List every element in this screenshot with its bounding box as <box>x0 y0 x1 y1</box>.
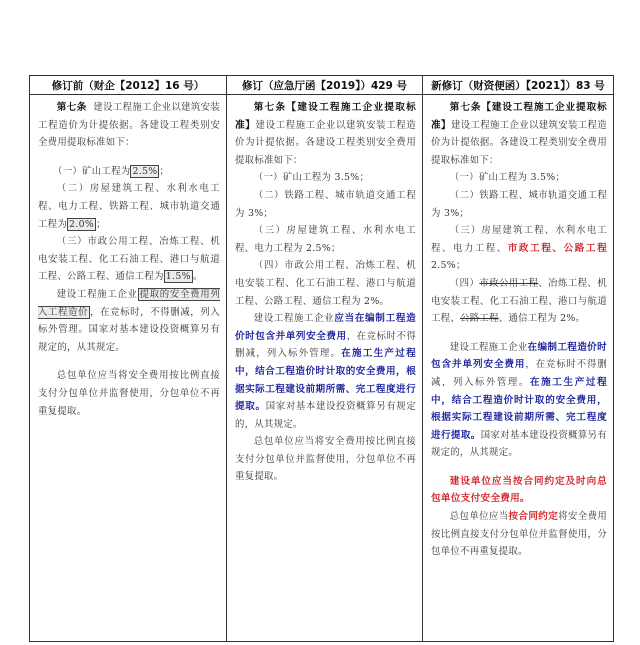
item-3-rate: 2.5%； <box>431 260 466 272</box>
item-4-middle: 、冶炼工程、机电安装工程、化工石油工程、港口与航道工程、 <box>431 277 608 325</box>
item-1-text: （一）矿山工程为 <box>53 165 131 177</box>
paragraph-2 <box>235 310 416 433</box>
paragraph-2-middle: ，在竞标时不得删减，列入标外管理。 <box>235 330 416 360</box>
header-col-before: 修订前（财企【2012】16 号） <box>30 76 226 95</box>
item-1-rate: 2.5% <box>132 165 158 177</box>
article-text: 建设工程施工企业以建筑安装工程造价为计提依据。各建设工程类别安全费用提取标准如下： <box>235 119 416 166</box>
item-3: （三）房屋建筑工程、水利水电工程、电力工程为 2.5%； <box>235 225 416 254</box>
item-4: （四）市政公用工程、冶炼工程、机电安装工程、化工石油工程、港口与航道工程、公路工程、通信工程为 2%。 <box>235 260 416 307</box>
item-1-punct: ； <box>159 165 170 177</box>
column-2021 <box>422 95 613 641</box>
item-4-deleted-2: 公路工程 <box>460 313 499 325</box>
item-2-text: （二）房屋建筑工程、水利水电工程、电力工程、铁路工程、城市轨道交通工程为 <box>38 183 220 230</box>
paragraph-2-highlight: 提取的安全费用列入工程造价 <box>38 288 220 318</box>
paragraph-3 <box>431 473 607 508</box>
paragraph-2-end: 国家对基本建设投资概算另有规定的，从其规定。 <box>431 429 608 459</box>
item-2-rate: 2.0% <box>69 218 95 230</box>
item-3-text: （三）市政公用工程、冶炼工程、机电安装工程、化工石油工程、港口与航道工程、公路工程、通信工程为 <box>38 236 220 283</box>
paragraph-2-start: 建设工程施工企业 <box>449 341 528 353</box>
item-3-punct: 。 <box>192 271 203 283</box>
article-paragraph <box>38 99 220 152</box>
article-label: 第七条【建设工程施工企业提取标准】 <box>235 102 416 131</box>
item-3-text: （三）房屋建筑工程、水利水电工程、电力工程、 <box>431 225 607 254</box>
paragraph-2-start: 建设工程施工企业 <box>56 288 138 300</box>
paragraph-2-emphasis-2: 在施工生产过程中，结合工程造价时计取的安全费用，根据实际工程建设前期所需、完工程度进行提取。 <box>431 376 607 441</box>
item-4-deleted-1: 市政公用工程 <box>479 277 539 289</box>
paragraph-4-end: 将安全费用按比例直接支付分包单位并监督使用，分包单位不再重复提取。 <box>431 511 607 558</box>
column-2019 <box>226 95 422 641</box>
item-1 <box>38 163 220 181</box>
item-1: （一）矿山工程为 3.5%； <box>253 172 370 184</box>
article-label: 第七条【建设工程施工企业提取标准】 <box>431 102 607 131</box>
paragraph-4 <box>431 508 607 561</box>
paragraph-3: 总包单位应当将安全费用按比例直接支付分包单位并监督使用，分包单位不再重复提取。 <box>235 436 416 483</box>
item-4 <box>431 275 607 328</box>
header-col-2021: 新修订（财资便函）【2021】）83 号 <box>422 76 613 95</box>
item-4-end: 、通信工程为 2%。 <box>498 313 586 325</box>
paragraph-3: 总包单位应当将安全费用按比例直接支付分包单位并监督使用，分包单位不再重复提取。 <box>38 370 220 417</box>
paragraph-2 <box>431 339 607 462</box>
item-3-added-text: 市政工程、公路工程 <box>507 242 607 254</box>
item-3-rate: 1.5% <box>165 271 191 283</box>
paragraph-4-added: 按合同约定 <box>508 511 559 523</box>
comparison-table <box>29 75 614 642</box>
paragraph-2-emphasis-1: 在编制工程造价时包含并单列安全费用 <box>431 341 607 371</box>
paragraph-2-end: ，在竞标时，不得删减，列入标外管理。国家对基本建设投资概算另有规定的，从其规定。 <box>38 306 220 353</box>
paragraph-4-start: 总包单位应当 <box>449 511 509 523</box>
paragraph-3-added: 建设单位应当按合同约定及时向总包单位支付安全费用。 <box>431 475 607 505</box>
item-2 <box>38 180 220 233</box>
article-paragraph <box>235 99 416 169</box>
item-2-punct: ； <box>96 218 106 230</box>
article-paragraph <box>431 99 607 169</box>
paragraph-2-emphasis-1: 应当在编制工程造价时包含并单列安全费用 <box>235 313 417 342</box>
header-col-2019: 修订（应急厅函【2019】）429 号 <box>226 76 422 95</box>
item-2: （二）铁路工程、城市轨道交通工程为 3%； <box>431 189 607 219</box>
paragraph-2 <box>38 286 220 356</box>
paragraph-2-end: 国家对基本建设投资概算另有规定的，从其规定。 <box>235 401 416 430</box>
paragraph-2-start: 建设工程施工企业 <box>253 313 335 325</box>
article-text: 建设工程施工企业以建筑安装工程造价为计提依据。各建设工程类别安全费用提取标准如下： <box>38 102 220 149</box>
item-3 <box>38 233 220 286</box>
paragraph-2-middle: ，在竞标时不得删减，列入标外管理。 <box>431 359 607 388</box>
column-before <box>30 95 226 641</box>
item-1: （一）矿山工程为 3.5%； <box>449 172 566 184</box>
item-3 <box>431 222 607 275</box>
item-2: （二）铁路工程、城市轨道交通工程为 3%； <box>235 189 416 219</box>
paragraph-2-emphasis-2: 在施工生产过程中，结合工程造价时计取的安全费用，根据实际工程建设前期所需、完工程度进行提取。 <box>235 348 416 413</box>
article-label: 第七条 <box>56 102 87 113</box>
item-4-start: （四） <box>449 277 480 289</box>
article-text: 建设工程施工企业以建筑安装工程造价为计提依据。各建设工程类别安全费用提取标准如下： <box>431 119 607 166</box>
